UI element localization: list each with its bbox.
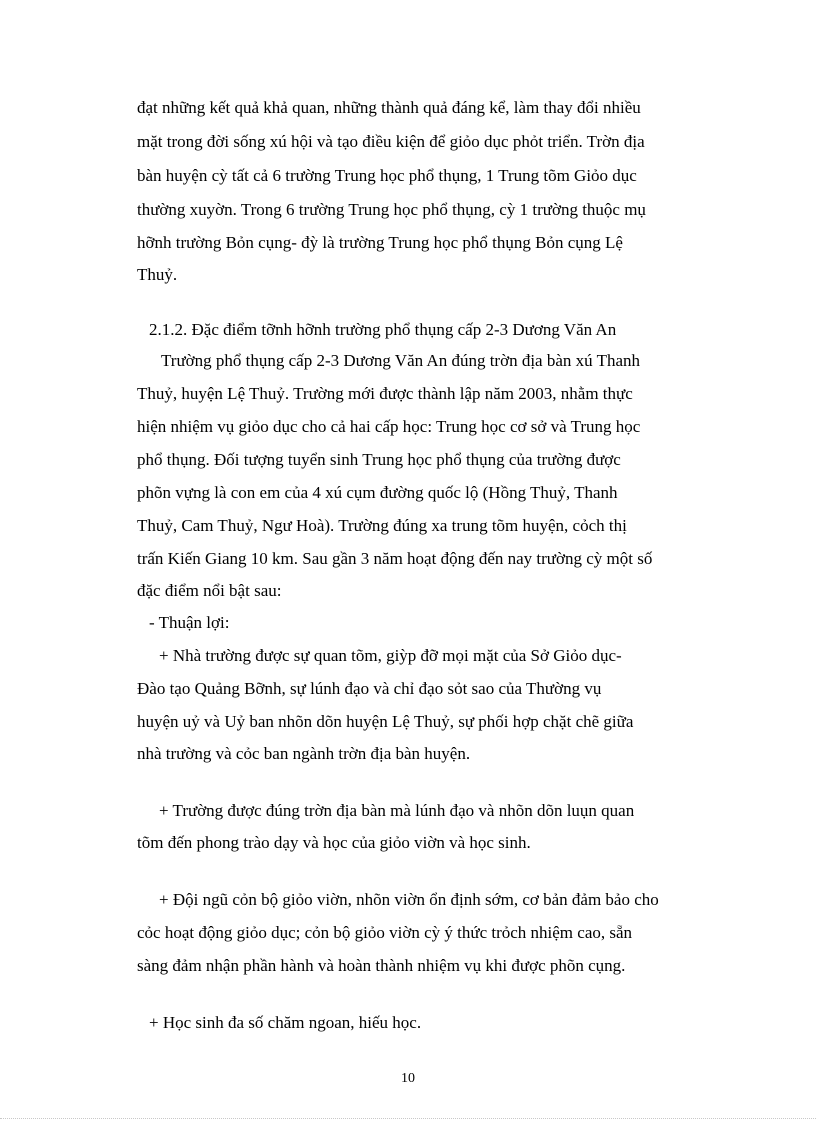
text-line: sàng đảm nhận phần hành và hoàn thành nhiệm vụ khi được phõn cụng. <box>137 956 626 975</box>
text-line: Trường phổ thụng cấp 2-3 Dương Văn An đúng trờn địa bàn xú Thanh <box>161 351 641 370</box>
text-line: cỏc hoạt động giỏo dục; cỏn bộ giỏo viờn cỳ ý thức trỏch nhiệm cao, sẵn <box>137 923 633 942</box>
text-line: nhà trường và cỏc ban ngành trờn địa bàn huyện. <box>137 744 471 763</box>
text-line: Thuỷ, Cam Thuỷ, Ngư Hoà). Trường đúng xa trung tõm huyện, cỏch thị <box>137 516 627 535</box>
text-line: Thuỷ. <box>137 265 178 284</box>
text-line: + Trường được đúng trờn địa bàn mà lúnh đạo và nhõn dõn luụn quan <box>159 801 635 820</box>
section-heading: 2.1.2. Đặc điểm tỡnh hỡnh trường phổ thụng cấp 2-3 Dương Văn An <box>149 320 617 339</box>
text-line: Đào tạo Quảng Bỡnh, sự lúnh đạo và chỉ đạo sỏt sao của Thường vụ <box>137 679 602 698</box>
text-line: + Học sinh đa số chăm ngoan, hiếu học. <box>149 1013 422 1032</box>
text-line: bàn huyện cỳ tất cả 6 trường Trung học phổ thụng, 1 Trung tõm Giỏo dục <box>137 166 637 185</box>
text-line: hỡnh trường Bỏn cụng- đỳ là trường Trung học phổ thụng Bỏn cụng Lệ <box>137 233 623 252</box>
text-line: huyện uỷ và Uỷ ban nhõn dõn huyện Lệ Thuỷ, sự phối hợp chặt chẽ giữa <box>137 712 634 731</box>
text-line: trấn Kiến Giang 10 km. Sau gần 3 năm hoạt động đến nay trường cỳ một số <box>137 549 653 568</box>
text-line: thường xuyờn. Trong 6 trường Trung học phổ thụng, cỳ 1 trường thuộc mụ <box>137 200 646 219</box>
page-edge-divider <box>0 1118 816 1119</box>
text-line: đặc điểm nổi bật sau: <box>137 581 282 600</box>
page-number: 10 <box>401 1071 415 1086</box>
text-line: phổ thụng. Đối tượng tuyển sinh Trung học phổ thụng của trường được <box>137 450 621 469</box>
text-line: phõn vựng là con em của 4 xú cụm đường quốc lộ (Hồng Thuỷ, Thanh <box>137 483 618 502</box>
text-line: hiện nhiệm vụ giỏo dục cho cả hai cấp học: Trung học cơ sở và Trung học <box>137 417 641 436</box>
text-line: Thuỷ, huyện Lệ Thuỷ. Trường mới được thành lập năm 2003, nhằm thực <box>137 384 633 403</box>
text-line: tõm đến phong trào dạy và học của giỏo viờn và học sinh. <box>137 833 531 852</box>
text-line: mặt trong đời sống xú hội và tạo điều kiện để giỏo dục phỏt triển. Trờn địa <box>137 132 645 151</box>
text-line: đạt những kết quả khả quan, những thành quả đáng kể, làm thay đổi nhiều <box>137 98 641 117</box>
advantages-label: - Thuận lợi: <box>149 613 230 632</box>
text-line: + Đội ngũ cỏn bộ giỏo viờn, nhõn viờn ổn định sớm, cơ bản đảm bảo cho <box>159 890 659 909</box>
text-line: + Nhà trường được sự quan tõm, giỳp đỡ mọi mặt của Sở Giỏo dục- <box>159 646 622 665</box>
